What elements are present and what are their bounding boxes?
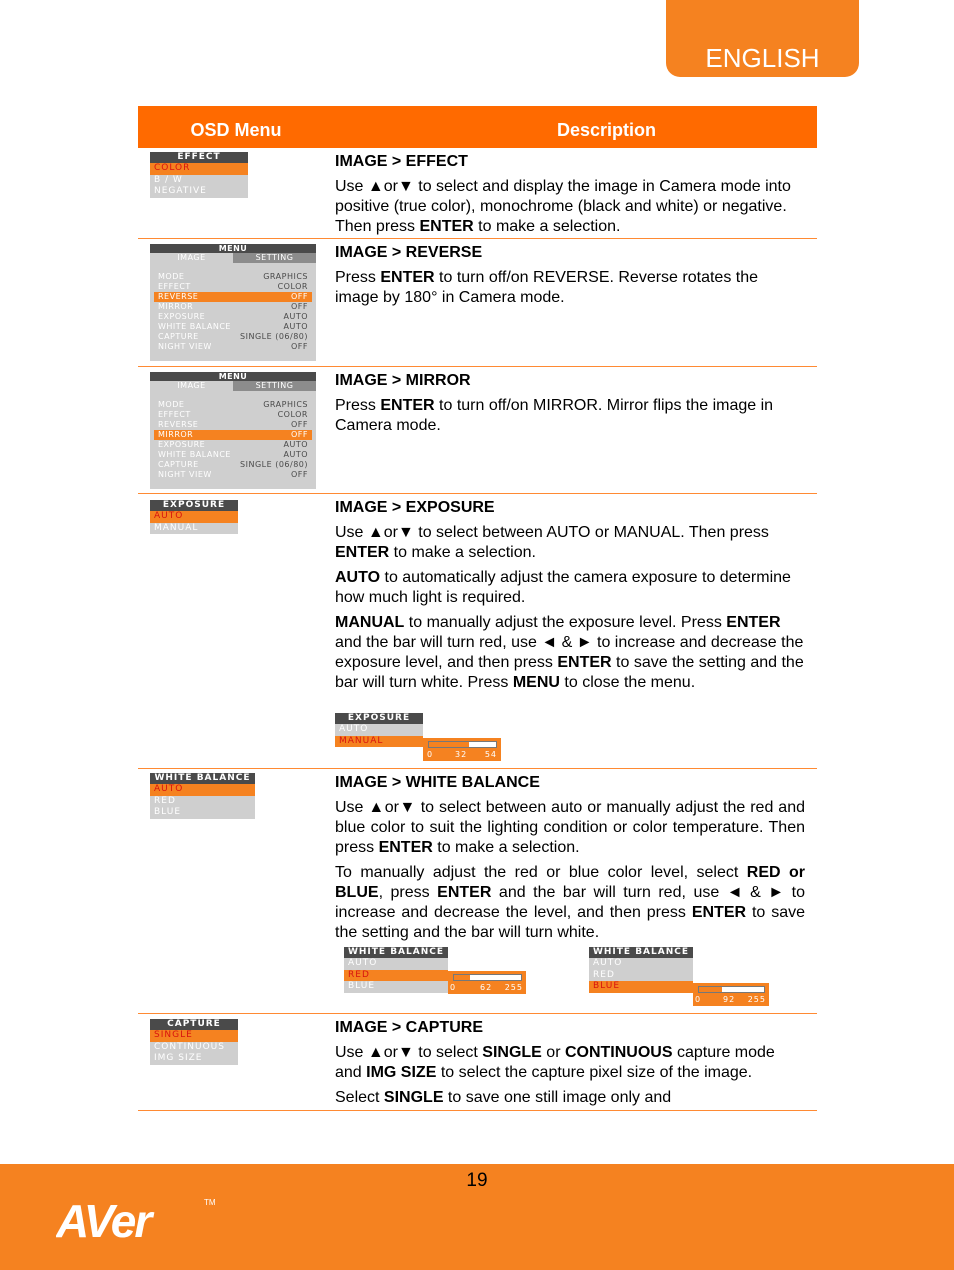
menu-osd-row: CAPTURE SINGLE (06/80): [158, 460, 308, 469]
capture-paragraph-2: Select SINGLE to save one still image only and: [335, 1089, 672, 1106]
menu-osd-row: MIRROR OFF: [158, 302, 308, 311]
menu-osd-row: WHITE BALANCE AUTO: [158, 322, 308, 331]
wb-blue-osd-title: WHITE BALANCE: [589, 947, 693, 958]
capture-osd-item-continuous: CONTINUOUS: [150, 1042, 238, 1054]
effect-heading: IMAGE > EFFECT: [335, 153, 468, 170]
reverse-paragraph: Press ENTER to turn off/on REVERSE. Reverse rotates the image by 180° in Camera mode.: [335, 269, 758, 306]
menu-osd-row: EXPOSURE AUTO: [158, 312, 308, 321]
wb-red-osd-item-auto: AUTO: [344, 958, 448, 970]
capture-description: [335, 1014, 805, 1119]
effect-osd-item-negative: NEGATIVE: [150, 186, 248, 198]
menu-osd-row: WHITE BALANCE AUTO: [158, 450, 308, 459]
menu-osd-title: MENU: [150, 244, 316, 253]
wb-red-osd-title: WHITE BALANCE: [344, 947, 448, 958]
exposure-bar-max: 54: [484, 750, 497, 759]
menu-osd-title: MENU: [150, 372, 316, 381]
menu-osd-row: REVERSE OFF: [158, 420, 308, 429]
wb-heading: IMAGE > WHITE BALANCE: [335, 774, 540, 791]
effect-description: [335, 148, 805, 248]
exposure-manual-osd-item-auto: AUTO: [335, 724, 423, 736]
wb-blue-osd-item-auto: AUTO: [589, 958, 693, 970]
mirror-heading: IMAGE > MIRROR: [335, 372, 471, 389]
wb-red-osd-item-red: RED: [344, 970, 448, 982]
language-tab: [666, 0, 859, 77]
exposure-manual-osd-item-manual: MANUAL: [335, 736, 423, 748]
exposure-level-track: [428, 741, 497, 748]
wb-red-osd-item-blue: BLUE: [344, 981, 448, 993]
wb-paragraph-2: To manually adjust the red or blue color level, select RED or BLUE, press ENTER and the bar will turn red, use ◄ & ► to increase and decrease the level, and then press ENTER to save the setting and the bar will turn white.: [335, 864, 806, 941]
exposure-level-bar: [423, 738, 501, 761]
osd-table: [138, 106, 817, 1111]
exposure-osd-item-manual: MANUAL: [150, 523, 238, 535]
wb-blue-osd: [589, 947, 693, 993]
wb-osd-title: WHITE BALANCE: [150, 773, 255, 784]
wb-osd-menu: [150, 773, 255, 819]
capture-osd-title: CAPTURE: [150, 1019, 238, 1030]
exposure-description: [335, 494, 805, 704]
header-description: Description: [556, 120, 657, 140]
wb-blue-level-track: [698, 986, 765, 993]
capture-osd-menu: [150, 1019, 238, 1065]
menu-osd-row-selected: REVERSE OFF: [154, 292, 312, 302]
mirror-paragraph: Press ENTER to turn off/on MIRROR. Mirror flips the image in Camera mode.: [335, 397, 774, 434]
wb-description: [335, 769, 805, 954]
exposure-paragraph-3: MANUAL to manually adjust the exposure level. Press ENTER and the bar will turn red, use ◄ & ► to increase and decrease the exposure level, and then press ENTER to save the setting and the bar will turn white. Press MENU to close the menu.: [335, 614, 804, 691]
table-header: [138, 106, 817, 148]
wb-blue-level-bar: [693, 983, 769, 1006]
exposure-paragraph-2: AUTO to automatically adjust the camera exposure to determine how much light is required.: [335, 569, 791, 606]
effect-osd-title: EFFECT: [150, 152, 248, 163]
reverse-heading: IMAGE > REVERSE: [335, 244, 483, 261]
wb-osd-item-blue: BLUE: [150, 807, 255, 819]
wb-blue-osd-item-blue: BLUE: [589, 981, 693, 993]
wb-red-level-bar: [448, 971, 526, 994]
language-label: ENGLISH: [705, 43, 820, 73]
table-row-effect: [138, 148, 817, 239]
menu-osd-row: MODE GRAPHICS: [158, 400, 308, 409]
wb-red-bar-min: 0: [450, 983, 457, 992]
wb-red-bar-max: 255: [504, 983, 523, 992]
effect-osd-menu: [150, 152, 248, 198]
wb-red-level-fill: [454, 975, 470, 980]
exposure-manual-osd: [335, 713, 423, 747]
exposure-manual-osd-title: EXPOSURE: [335, 713, 423, 724]
wb-blue-osd-item-red: RED: [589, 970, 693, 982]
exposure-osd-item-auto: AUTO: [150, 511, 238, 523]
menu-osd-row: NIGHT VIEW OFF: [158, 342, 308, 351]
menu-osd-row: EXPOSURE AUTO: [158, 440, 308, 449]
wb-blue-bar-min: 0: [695, 995, 702, 1004]
menu-osd-tab-image: IMAGE: [150, 253, 233, 263]
exposure-paragraph-1: Use ▲or▼ to select between AUTO or MANUAL. Then press ENTER to make a selection.: [335, 524, 769, 561]
menu-osd-tabs: [150, 381, 316, 391]
table-row-capture: [138, 1014, 817, 1111]
reverse-osd-menu: [150, 244, 316, 361]
menu-osd-row: MODE GRAPHICS: [158, 272, 308, 281]
menu-osd-row: EFFECT COLOR: [158, 282, 308, 291]
mirror-description: [335, 367, 805, 447]
capture-heading: IMAGE > CAPTURE: [335, 1019, 484, 1036]
wb-red-osd: [344, 947, 448, 993]
aver-logo: [56, 1193, 216, 1245]
wb-osd-item-red: RED: [150, 796, 255, 808]
aver-logo-text: AVer: [56, 1195, 151, 1245]
exposure-bar-min: 0: [427, 750, 434, 759]
exposure-osd-title: EXPOSURE: [150, 500, 238, 511]
wb-paragraph-1: Use ▲or▼ to select between auto or manually adjust the red and blue color to suit the lighting condition or color temperature. Then press ENTER to make a selection.: [335, 799, 805, 856]
effect-osd-item-color: COLOR: [150, 163, 248, 175]
capture-paragraph-1: Use ▲or▼ to select SINGLE or CONTINUOUS capture mode and IMG SIZE to select the capture pixel size of the image.: [335, 1044, 775, 1081]
reverse-description: [335, 239, 805, 319]
wb-osd-item-auto: AUTO: [150, 784, 255, 796]
wb-blue-bar-value: 92: [723, 995, 736, 1004]
menu-osd-tab-setting: SETTING: [233, 381, 316, 391]
exposure-osd-menu: [150, 500, 238, 534]
trademark-mark: TM: [204, 1198, 216, 1207]
menu-osd-row: NIGHT VIEW OFF: [158, 470, 308, 479]
wb-red-level-track: [453, 974, 522, 981]
table-row-exposure: [138, 494, 817, 769]
menu-osd-row: EFFECT COLOR: [158, 410, 308, 419]
wb-red-bar-value: 62: [480, 983, 493, 992]
table-row-mirror: [138, 367, 817, 494]
menu-osd-tab-image: IMAGE: [150, 381, 233, 391]
table-row-white-balance: [138, 769, 817, 1014]
table-row-reverse: [138, 239, 817, 367]
effect-osd-item-bw: B / W: [150, 175, 248, 187]
page-number: 19: [466, 1170, 488, 1191]
effect-paragraph: Use ▲or▼ to select and display the image in Camera mode into positive (true color), monochrome (black and white) or negative. Then press ENTER to make a selection.: [335, 178, 791, 235]
menu-osd-row-selected: MIRROR OFF: [154, 430, 312, 440]
exposure-level-fill: [429, 742, 469, 747]
mirror-osd-menu: [150, 372, 316, 489]
wb-blue-bar-max: 255: [747, 995, 766, 1004]
wb-blue-level-fill: [699, 987, 722, 992]
capture-osd-item-img-size: IMG SIZE: [150, 1053, 238, 1065]
exposure-bar-value: 32: [455, 750, 468, 759]
menu-osd-tabs: [150, 253, 316, 263]
menu-osd-row: CAPTURE SINGLE (06/80): [158, 332, 308, 341]
capture-osd-item-single: SINGLE: [150, 1030, 238, 1042]
menu-osd-tab-setting: SETTING: [233, 253, 316, 263]
header-osd-menu: OSD Menu: [190, 120, 282, 140]
exposure-heading: IMAGE > EXPOSURE: [335, 499, 495, 516]
